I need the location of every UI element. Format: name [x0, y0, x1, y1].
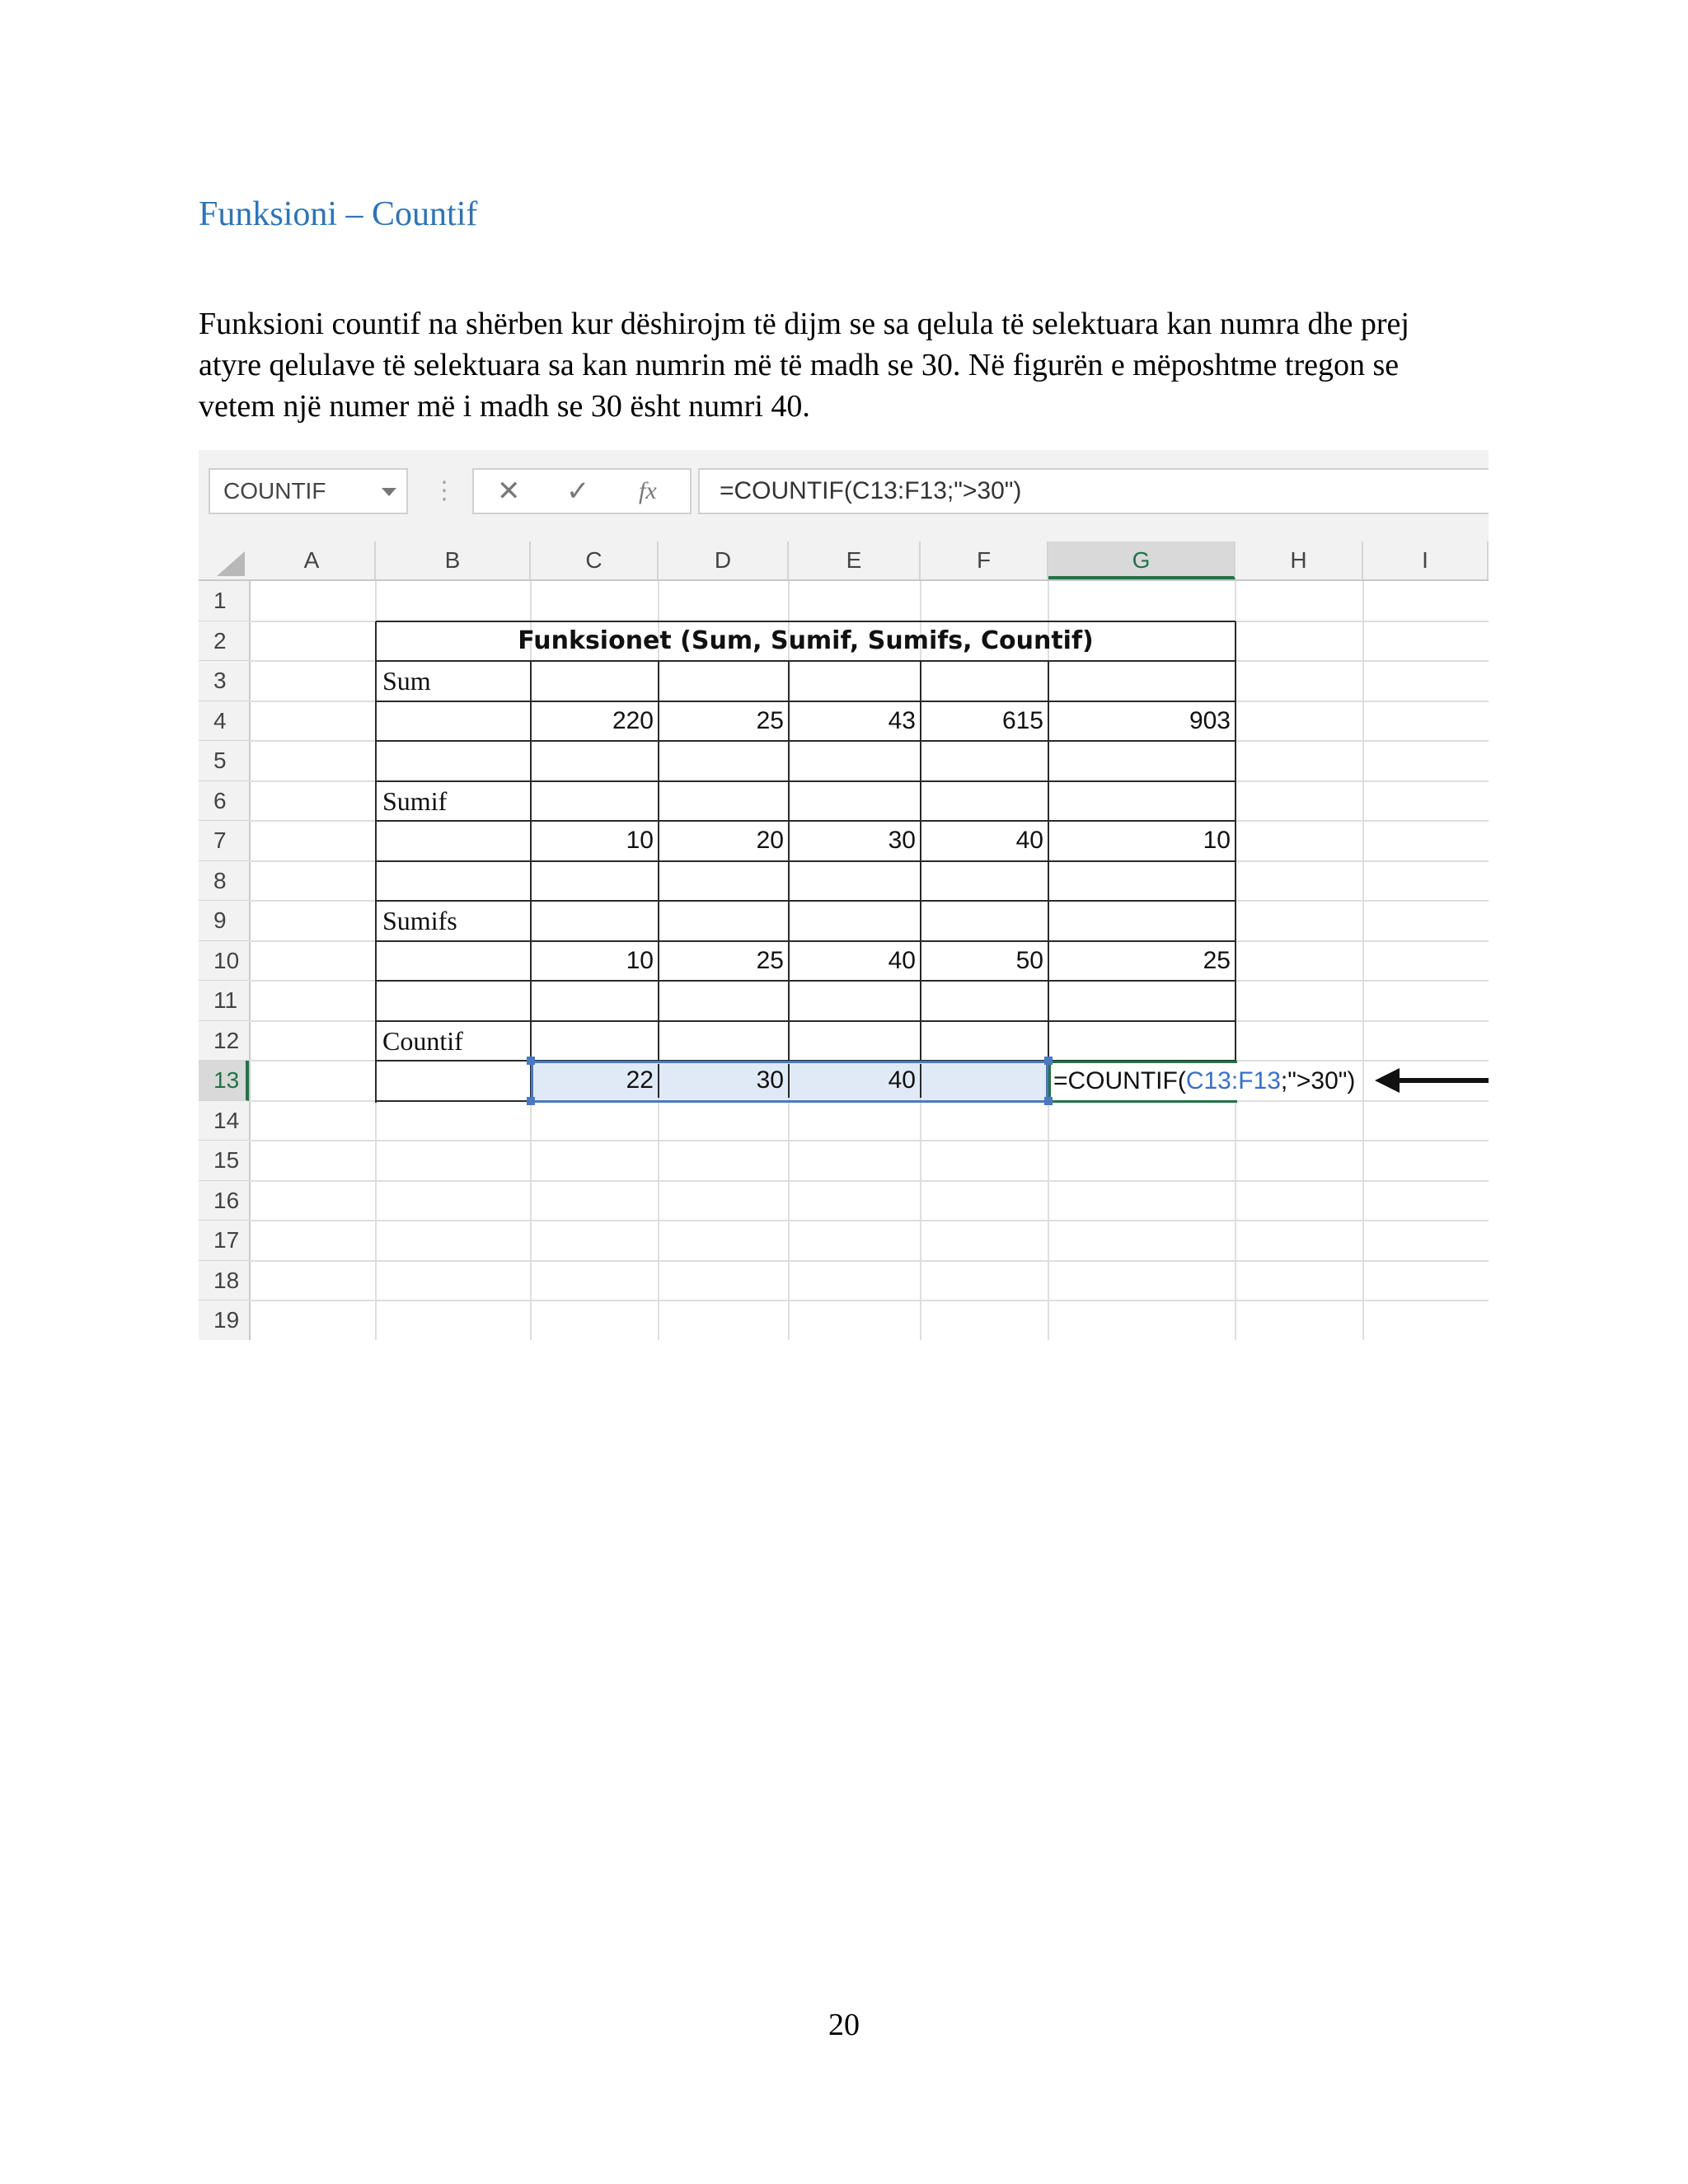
cell-value[interactable]: 10 [626, 946, 654, 974]
excel-screenshot [199, 450, 1489, 1340]
row-header[interactable]: 14 [199, 1101, 249, 1141]
selection-handle[interactable] [527, 1097, 535, 1105]
name-box-value: COUNTIF [223, 478, 326, 504]
column-headers [199, 541, 1489, 581]
row-header[interactable]: 18 [199, 1261, 249, 1301]
spreadsheet-grid [199, 541, 1489, 1340]
row-header[interactable]: 17 [199, 1221, 249, 1261]
row-header[interactable]: 16 [199, 1181, 249, 1221]
table-border [375, 621, 377, 1103]
column-header[interactable]: F [921, 541, 1048, 579]
cell-value[interactable]: 20 [756, 827, 784, 854]
row-header[interactable]: 12 [199, 1021, 249, 1062]
check-icon[interactable]: ✓ [566, 476, 590, 507]
gridline [1362, 581, 1364, 1340]
gridline [249, 1180, 1489, 1182]
body-paragraph [199, 303, 1501, 427]
row-header[interactable]: 11 [199, 981, 249, 1021]
cell-value[interactable]: 10 [626, 827, 654, 854]
cell-divider [920, 1064, 921, 1098]
row-header[interactable]: 10 [199, 941, 249, 982]
cell-value[interactable]: 10 [1203, 827, 1231, 854]
paragraph-line: atyre qelulave të selektuara sa kan numrin më të madh se 30. Në figurën e mëposhtme tregon se [199, 348, 1400, 382]
gridline [249, 1260, 1489, 1262]
cancel-icon[interactable]: ✕ [497, 476, 521, 507]
row-header[interactable]: 5 [199, 741, 249, 781]
name-box[interactable] [209, 468, 408, 514]
column-header[interactable]: A [249, 541, 376, 579]
select-all-icon[interactable] [217, 551, 245, 576]
column-header[interactable]: C [531, 541, 659, 579]
gridline [249, 1140, 1489, 1141]
table-border [376, 900, 1236, 902]
formula-prefix: =COUNTIF( [1053, 1067, 1186, 1094]
cell-divider [788, 1064, 790, 1098]
cell-value[interactable]: 30 [888, 827, 916, 854]
gridline [249, 1340, 1489, 1341]
row-header[interactable]: 2 [199, 621, 249, 662]
table-title: Funksionet (Sum, Sumif, Sumifs, Countif) [518, 626, 1094, 655]
column-header[interactable]: H [1236, 541, 1363, 579]
label-sumif: Sumif [382, 785, 448, 816]
active-cell-formula[interactable] [1053, 1063, 1358, 1100]
cell-divider [658, 1064, 659, 1098]
selection-handle[interactable] [1044, 1057, 1053, 1065]
formula-bar-buttons [472, 468, 692, 514]
chevron-down-icon[interactable] [382, 488, 396, 496]
paragraph-line: Funksioni countif na shërben kur dëshirojm të dijm se sa qelula të selektuara kan numra dhe prej [199, 307, 1409, 341]
gridline [249, 1220, 1489, 1221]
cell-value[interactable]: 50 [1015, 946, 1043, 974]
page-number: 20 [828, 2008, 860, 2042]
row-header[interactable]: 19 [199, 1301, 249, 1340]
formula-suffix: ;">30") [1280, 1067, 1356, 1094]
row-header[interactable]: 13 [199, 1061, 249, 1101]
row-header[interactable]: 15 [199, 1141, 249, 1181]
label-sumifs: Sumifs [382, 906, 457, 935]
cell-value[interactable]: 220 [612, 706, 654, 734]
row-header[interactable]: 4 [199, 701, 249, 742]
gridline [249, 1300, 1489, 1301]
row-header[interactable]: 6 [199, 781, 249, 822]
formula-input[interactable]: =COUNTIF(C13:F13;">30") [698, 468, 1489, 514]
table-border [1235, 621, 1236, 1063]
column-header[interactable]: I [1363, 541, 1489, 579]
cell-value[interactable]: 40 [888, 1066, 916, 1094]
function-icon[interactable]: fx [639, 477, 657, 504]
column-header[interactable]: B [376, 541, 531, 579]
row-header[interactable]: 1 [199, 581, 249, 621]
cell-value[interactable]: 25 [756, 946, 784, 974]
vertical-dots-icon: ⋮ [432, 477, 457, 504]
cell-value[interactable]: 25 [1203, 946, 1231, 974]
table-border [376, 1020, 1236, 1022]
cell-value[interactable]: 30 [756, 1066, 784, 1094]
cell-value[interactable]: 22 [626, 1066, 654, 1094]
formula-range-ref: C13:F13 [1185, 1067, 1281, 1094]
row-header[interactable]: 8 [199, 861, 249, 902]
row-headers [199, 581, 251, 1340]
row-header[interactable]: 3 [199, 661, 249, 701]
section-heading: Funksioni – Countif [199, 195, 478, 233]
cell-value[interactable]: 903 [1189, 706, 1231, 734]
row-header[interactable]: 9 [199, 901, 249, 941]
label-countif: Countif [382, 1025, 463, 1056]
table-border [376, 1100, 531, 1102]
row-header[interactable]: 7 [199, 821, 249, 861]
label-sum: Sum [382, 666, 431, 696]
arrow-line [1396, 1078, 1489, 1083]
table-border [376, 780, 1236, 782]
cell-value[interactable]: 40 [888, 946, 916, 974]
cell-value[interactable]: 25 [756, 706, 784, 734]
selection-handle[interactable] [1044, 1097, 1053, 1105]
column-header[interactable]: D [659, 541, 789, 579]
cell-value[interactable]: 43 [888, 706, 916, 734]
column-header[interactable]: E [789, 541, 921, 579]
cell-value[interactable]: 615 [1001, 706, 1043, 734]
paragraph-line: vetem një numer më i madh se 30 ësht numri 40. [199, 389, 810, 424]
column-header[interactable]: G [1048, 541, 1236, 579]
selection-handle[interactable] [527, 1057, 535, 1065]
cell-value[interactable]: 40 [1015, 827, 1043, 854]
